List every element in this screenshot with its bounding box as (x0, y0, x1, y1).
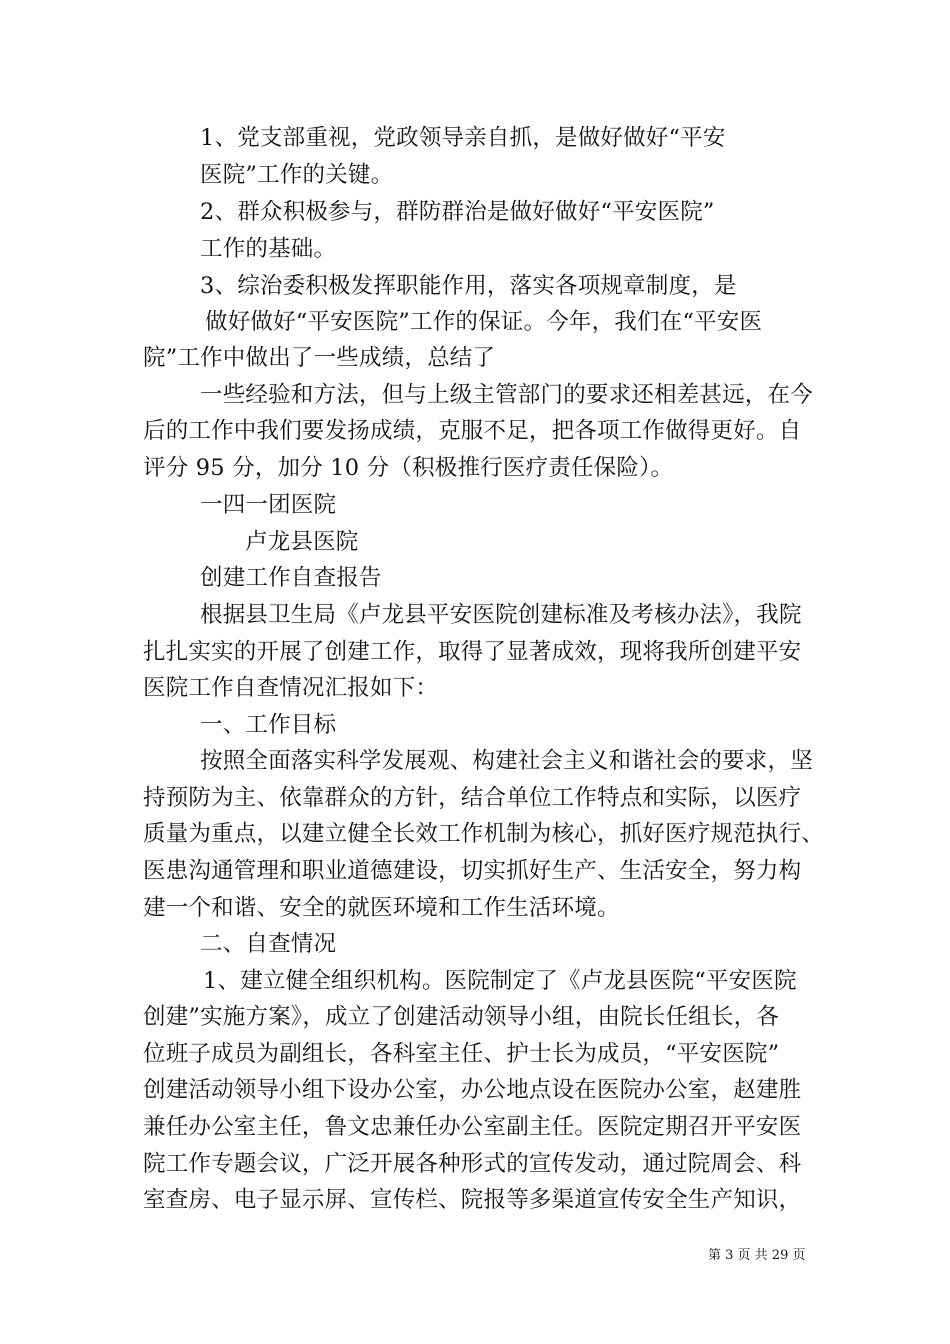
paragraph-line: 室查房、电子显示屏、宣传栏、院报等多渠道宣传安全生产知识， (143, 1187, 802, 1213)
paragraph-line: 3、综治委积极发挥职能作用，落实各项规章制度，是 (200, 273, 737, 299)
paragraph-line: 医院”工作的关键。 (200, 162, 394, 188)
paragraph-line: 1、党支部重视，党政领导亲自抓，是做好做好“平安 (200, 125, 726, 151)
heading-line: 一四一团医院 (200, 492, 337, 518)
paragraph-line: 质量为重点，以建立健全长效工作机制为核心，抓好医疗规范执行、 (143, 821, 825, 847)
paragraph-line: 后的工作中我们要发扬成绩，克服不足，把各项工作做得更好。自 (143, 418, 802, 444)
paragraph-line: 按照全面落实科学发展观、构建社会主义和谐社会的要求，坚 (200, 748, 813, 774)
paragraph-line: 院”工作中做出了一些成绩，总结了 (143, 345, 496, 371)
paragraph-line: 一些经验和方法，但与上级主管部门的要求还相差甚远，在今 (200, 382, 813, 408)
heading-line: 创建工作自查报告 (200, 565, 382, 591)
paragraph-line: 扎扎实实的开展了创建工作，取得了显著成效，现将我所创建平安 (143, 639, 802, 665)
paragraph-line: 创建活动领导小组下设办公室，办公地点设在医院办公室，赵建胜 (143, 1077, 802, 1103)
section-heading: 一、工作目标 (200, 712, 337, 738)
paragraph-line: 根据县卫生局《卢龙县平安医院创建标准及考核办法》，我院 (200, 602, 802, 628)
paragraph-line: 2、群众积极参与，群防群治是做好做好“平安医院” (200, 199, 715, 225)
paragraph-line: 兼任办公室主任，鲁文忠兼任办公室副主任。医院定期召开平安医 (143, 1114, 802, 1140)
paragraph-line: 1、建立健全组织机构。医院制定了《卢龙县医院“平安医院 (203, 968, 797, 994)
paragraph-line: 创建”实施方案》，成立了创建活动领导小组，由院长任组长，各 (143, 1004, 780, 1030)
paragraph-line: 评分 95 分，加分 10 分（积极推行医疗责任保险）。 (143, 455, 674, 481)
paragraph-line: 建一个和谐、安全的就医环境和工作生活环境。 (143, 895, 620, 921)
paragraph-line: 医患沟通管理和职业道德建设，切实抓好生产、生活安全，努力构 (143, 858, 802, 884)
section-heading: 二、自查情况 (200, 931, 337, 957)
paragraph-line: 位班子成员为副组长，各科室主任、护士长为成员，“平安医院” (143, 1041, 780, 1067)
paragraph-line: 做好做好“平安医院”工作的保证。今年，我们在“平安医 (205, 309, 763, 335)
paragraph-line: 工作的基础。 (200, 236, 337, 262)
heading-line: 卢龙县医院 (245, 529, 359, 555)
paragraph-line: 持预防为主、依靠群众的方针，结合单位工作特点和实际，以医疗 (143, 785, 802, 811)
paragraph-line: 院工作专题会议，广泛开展各种形式的宣传发动，通过院周会、科 (143, 1151, 802, 1177)
page-number-footer: 第 3 页 共 29 页 (708, 1248, 806, 1263)
paragraph-line: 医院工作自查情况汇报如下： (143, 675, 439, 701)
